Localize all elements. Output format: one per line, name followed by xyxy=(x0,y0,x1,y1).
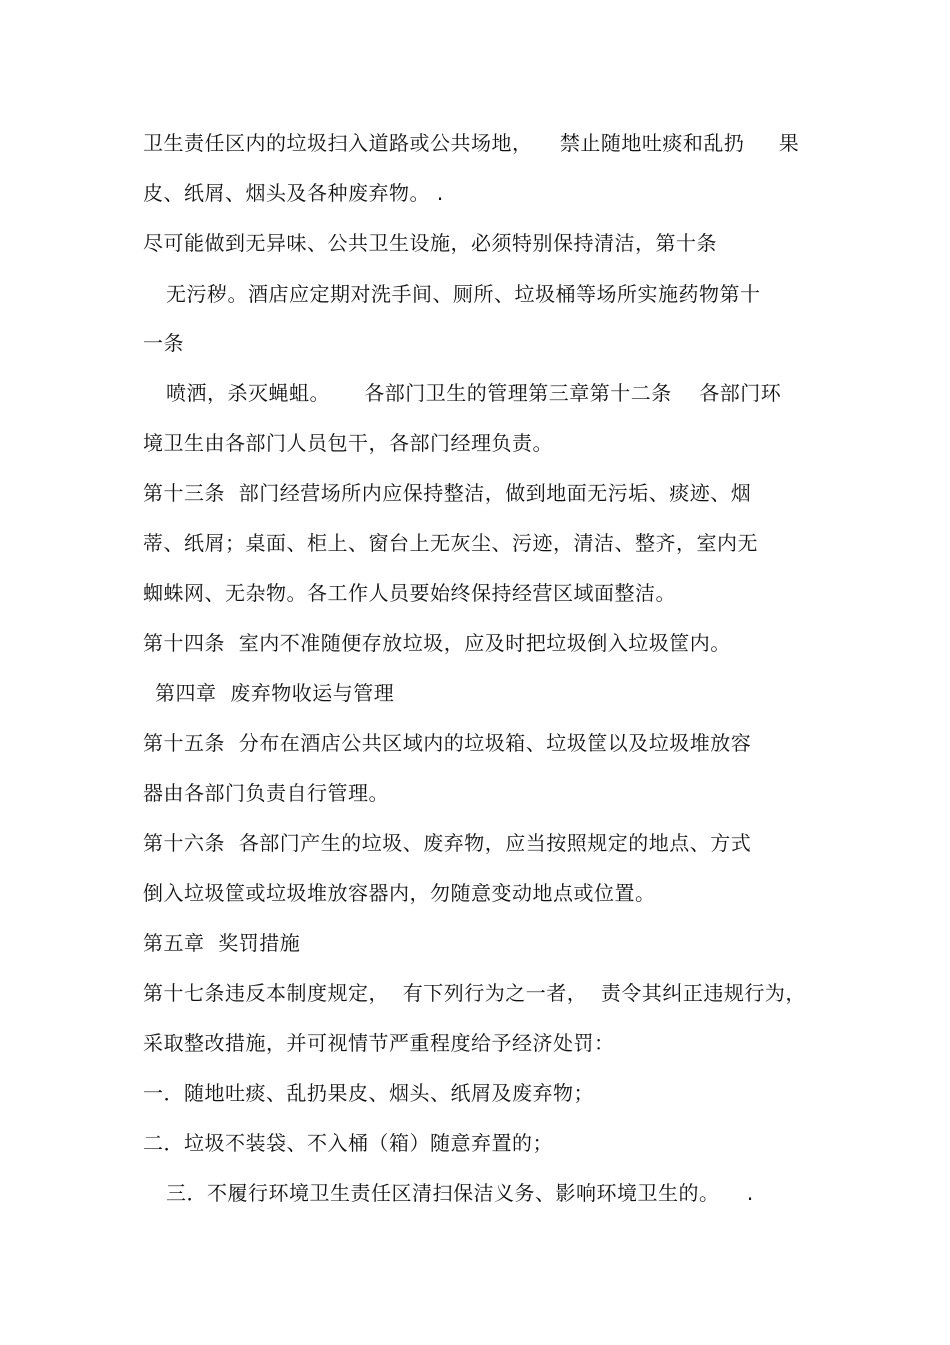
text-line-1: 卫生责任区内的垃圾扫入道路或公共场地， 禁止随地吐痰和乱扔 果 xyxy=(143,131,800,155)
text-line-3: 尽可能做到无异味、公共卫生设施，必须特别保持清洁，第十条 xyxy=(143,231,717,255)
text-line-6: 喷洒，杀灭蝇蛆。 各部门卫生的管理第三章第十二条 各部门环 xyxy=(166,381,782,405)
text-line-9: 蒂、纸屑；桌面、柜上、窗台上无灰尘、污迹，清洁、整齐，室内无 xyxy=(143,531,758,555)
text-line-5: 一条 xyxy=(143,331,184,355)
list-item-2: 二．垃圾不装袋、不入桶（箱）随意弃置的； xyxy=(143,1131,553,1155)
text-line-4: 无污秽。酒店应定期对洗手间、厕所、垃圾桶等场所实施药物第十 xyxy=(166,282,761,306)
chapter-heading-5: 第五章 奖罚措施 xyxy=(143,931,301,955)
text-line-16: 倒入垃圾筐或垃圾堆放容器内，勿随意变动地点或位置。 xyxy=(143,881,656,905)
text-line-18: 第十七条违反本制度规定， 有下列行为之一者， 责令其纠正违规行为， xyxy=(143,981,806,1005)
text-line-2: 皮、纸屑、烟头及各种废弃物。 . xyxy=(143,181,444,205)
list-item-3: 三．不履行环境卫生责任区清扫保洁义务、影响环境卫生的。 . xyxy=(166,1181,754,1205)
text-line-11: 第十四条 室内不准随便存放垃圾，应及时把垃圾倒入垃圾筐内。 xyxy=(143,631,731,655)
text-line-10: 蜘蛛网、无杂物。各工作人员要始终保持经营区域面整洁。 xyxy=(143,581,676,605)
text-line-14: 器由各部门负责自行管理。 xyxy=(143,781,389,805)
text-line-7: 境卫生由各部门人员包干，各部门经理负责。 xyxy=(143,431,553,455)
text-line-15: 第十六条 各部门产生的垃圾、废弃物，应当按照规定的地点、方式 xyxy=(143,831,752,855)
text-line-8: 第十三条 部门经营场所内应保持整洁，做到地面无污垢、痰迹、烟 xyxy=(143,481,752,505)
chapter-heading-4: 第四章 废弃物收运与管理 xyxy=(155,681,395,705)
text-line-13: 第十五条 分布在酒店公共区域内的垃圾箱、垃圾筐以及垃圾堆放容 xyxy=(143,731,752,755)
list-item-1: 一．随地吐痰、乱扔果皮、烟头、纸屑及废弃物； xyxy=(143,1081,594,1105)
text-line-19: 采取整改措施，并可视情节严重程度给予经济处罚： xyxy=(143,1031,615,1055)
